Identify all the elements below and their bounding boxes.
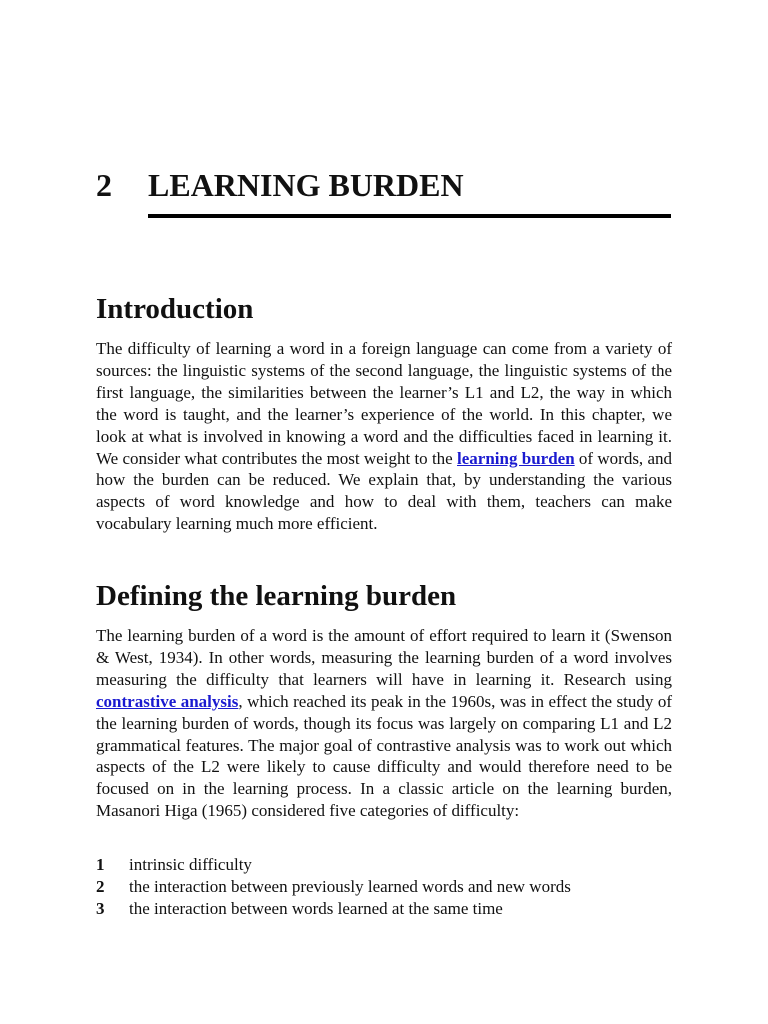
chapter-heading [96, 164, 672, 206]
defining-paragraph [96, 625, 672, 822]
list-item-number: 2 [96, 877, 105, 896]
list-item [96, 876, 672, 898]
list-item-text: intrinsic difficulty [129, 855, 252, 874]
introduction-paragraph [96, 338, 672, 535]
defining-text-before-link: The learning burden of a word is the amount of effort required to learn it (Swenson & West, 1934). In other words, measuring the learning burden of a word involves measuring the difficulty that learners will have in learning it. Research using [96, 626, 672, 689]
introduction-text-after-link: of words, and how the burden can be reduced. We explain that, by understanding the various aspects of word knowledge and how to deal with them, teachers can make vocabulary learning much more efficient. [96, 448, 673, 534]
introduction-text-before-link: The difficulty of learning a word in a foreign language can come from a variety of sources: the linguistic systems of the second language, the linguistic systems of the first language, the similarities between the learner’s L1 and L2, the way in which the word is taught, and the learner’s experience of the world. In this chapter, we look at what is involved in knowing a word and the difficulties faced in learning it. We consider what contributes the most weight to the [96, 339, 672, 468]
chapter-title: LEARNING BURDEN [148, 167, 464, 203]
list-item [96, 898, 672, 920]
defining-text-after-link: , which reached its peak in the 1960s, was in effect the study of the learning burden of words, though its focus was largely on comparing L1 and L2 grammatical features. The major goal of contrastive analysis was to work out which aspects of the L2 were likely to cause difficulty and would therefore need to be focused on in the learning process. In a classic article on the learning burden, Masanori Higa (1965) considered five categories of difficulty: [96, 691, 673, 821]
difficulty-list [96, 854, 672, 920]
chapter-title-rule [148, 214, 671, 218]
section-heading-introduction: Introduction [96, 293, 254, 325]
contrastive-analysis-link[interactable]: contrastive analysis [96, 691, 239, 711]
list-item-number: 1 [96, 855, 105, 874]
list-item-text: the interaction between previously learned words and new words [129, 877, 571, 896]
learning-burden-link[interactable]: learning burden [457, 448, 575, 468]
list-item-number: 3 [96, 899, 105, 918]
list-item [96, 854, 672, 876]
list-item-text: the interaction between words learned at the same time [129, 899, 503, 918]
section-heading-defining: Defining the learning burden [96, 580, 457, 612]
chapter-number: 2 [96, 167, 112, 203]
